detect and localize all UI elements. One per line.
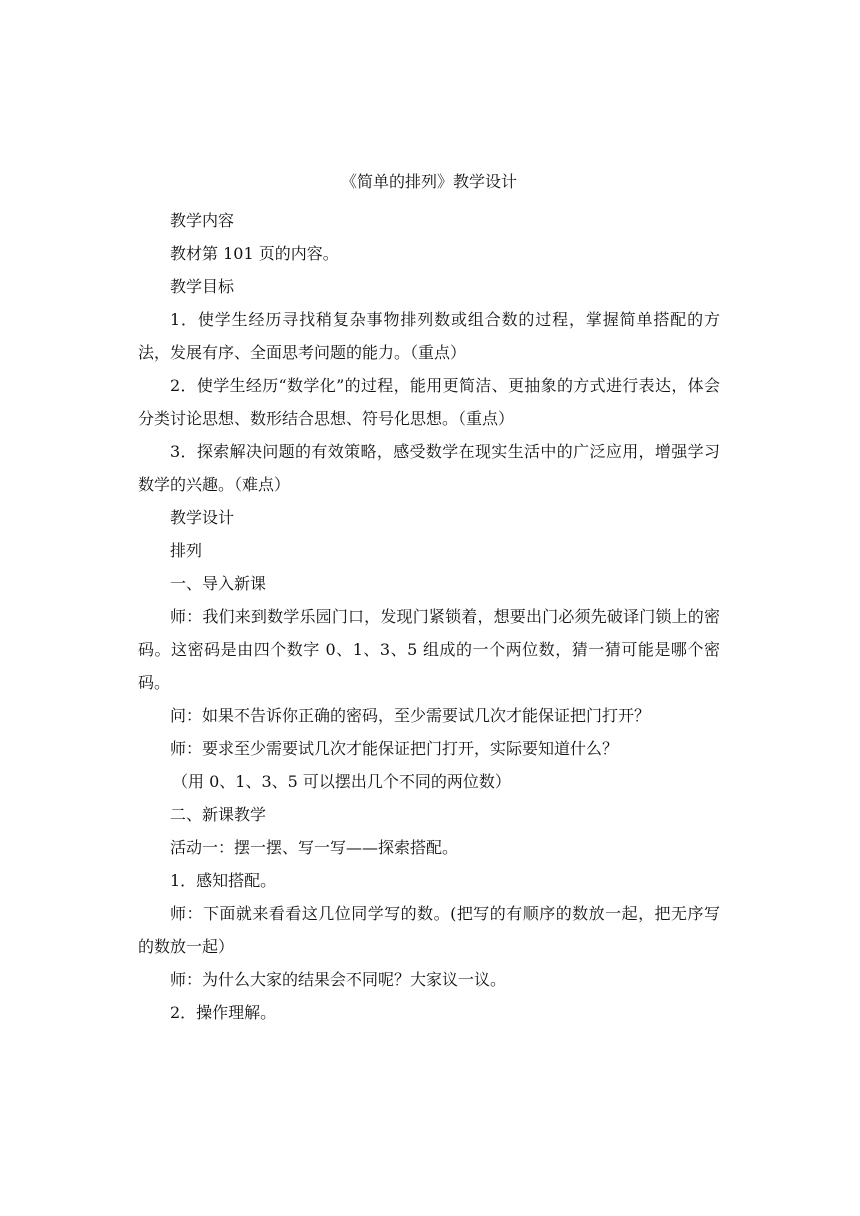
paragraph: 师：下面就来看看这几位同学写的数。(把写的有顺序的数放一起，把无序写的数放一起） [138,904,720,956]
subheading: 一、导入新课 [170,574,267,593]
paragraph: 师：为什么大家的结果会不同呢？大家议一议。 [170,970,507,989]
objective-item: 3．探索解决问题的有效策略，感受数学在现实生活中的广泛应用，增强学习数学的兴趣。（难点） [138,442,720,494]
section-heading-objectives: 教学目标 [170,277,235,296]
paragraph: 2．操作理解。 [170,1003,277,1022]
section-heading-design: 教学设计 [170,508,235,527]
paragraph: 活动一：摆一摆、写一写——探索搭配。 [170,838,459,857]
section-heading-content: 教学内容 [170,211,235,230]
paragraph: 师：我们来到数学乐园门口，发现门紧锁着，想要出门必须先破译门锁上的密码。这密码是由四个数字 0、1、3、5 组成的一个两位数，猜一猜可能是哪个密码。 [138,607,720,692]
subheading: 二、新课教学 [170,805,267,824]
document-body [138,171,720,1029]
paragraph: 师：要求至少需要试几次才能保证把门打开，实际要知道什么？ [170,739,619,758]
paragraph: 问：如果不告诉你正确的密码，至少需要试几次才能保证把门打开？ [170,706,651,725]
objective-item: 2．使学生经历“数学化”的过程，能用更简洁、更抽象的方式进行表达，体会分类讨论思想、数形结合思想、符号化思想。（重点） [138,376,720,428]
paragraph: 教材第 101 页的内容。 [170,244,339,263]
paragraph: 1．感知搭配。 [170,871,277,890]
document-title: 《简单的排列》教学设计 [340,172,517,191]
objective-item: 1．使学生经历寻找稍复杂事物排列数或组合数的过程，掌握简单搭配的方法，发展有序、全面思考问题的能力。（重点） [138,310,720,362]
paragraph-note: （用 0、1、3、5 可以摆出几个不同的两位数） [172,772,511,791]
subheading: 排列 [170,541,203,560]
